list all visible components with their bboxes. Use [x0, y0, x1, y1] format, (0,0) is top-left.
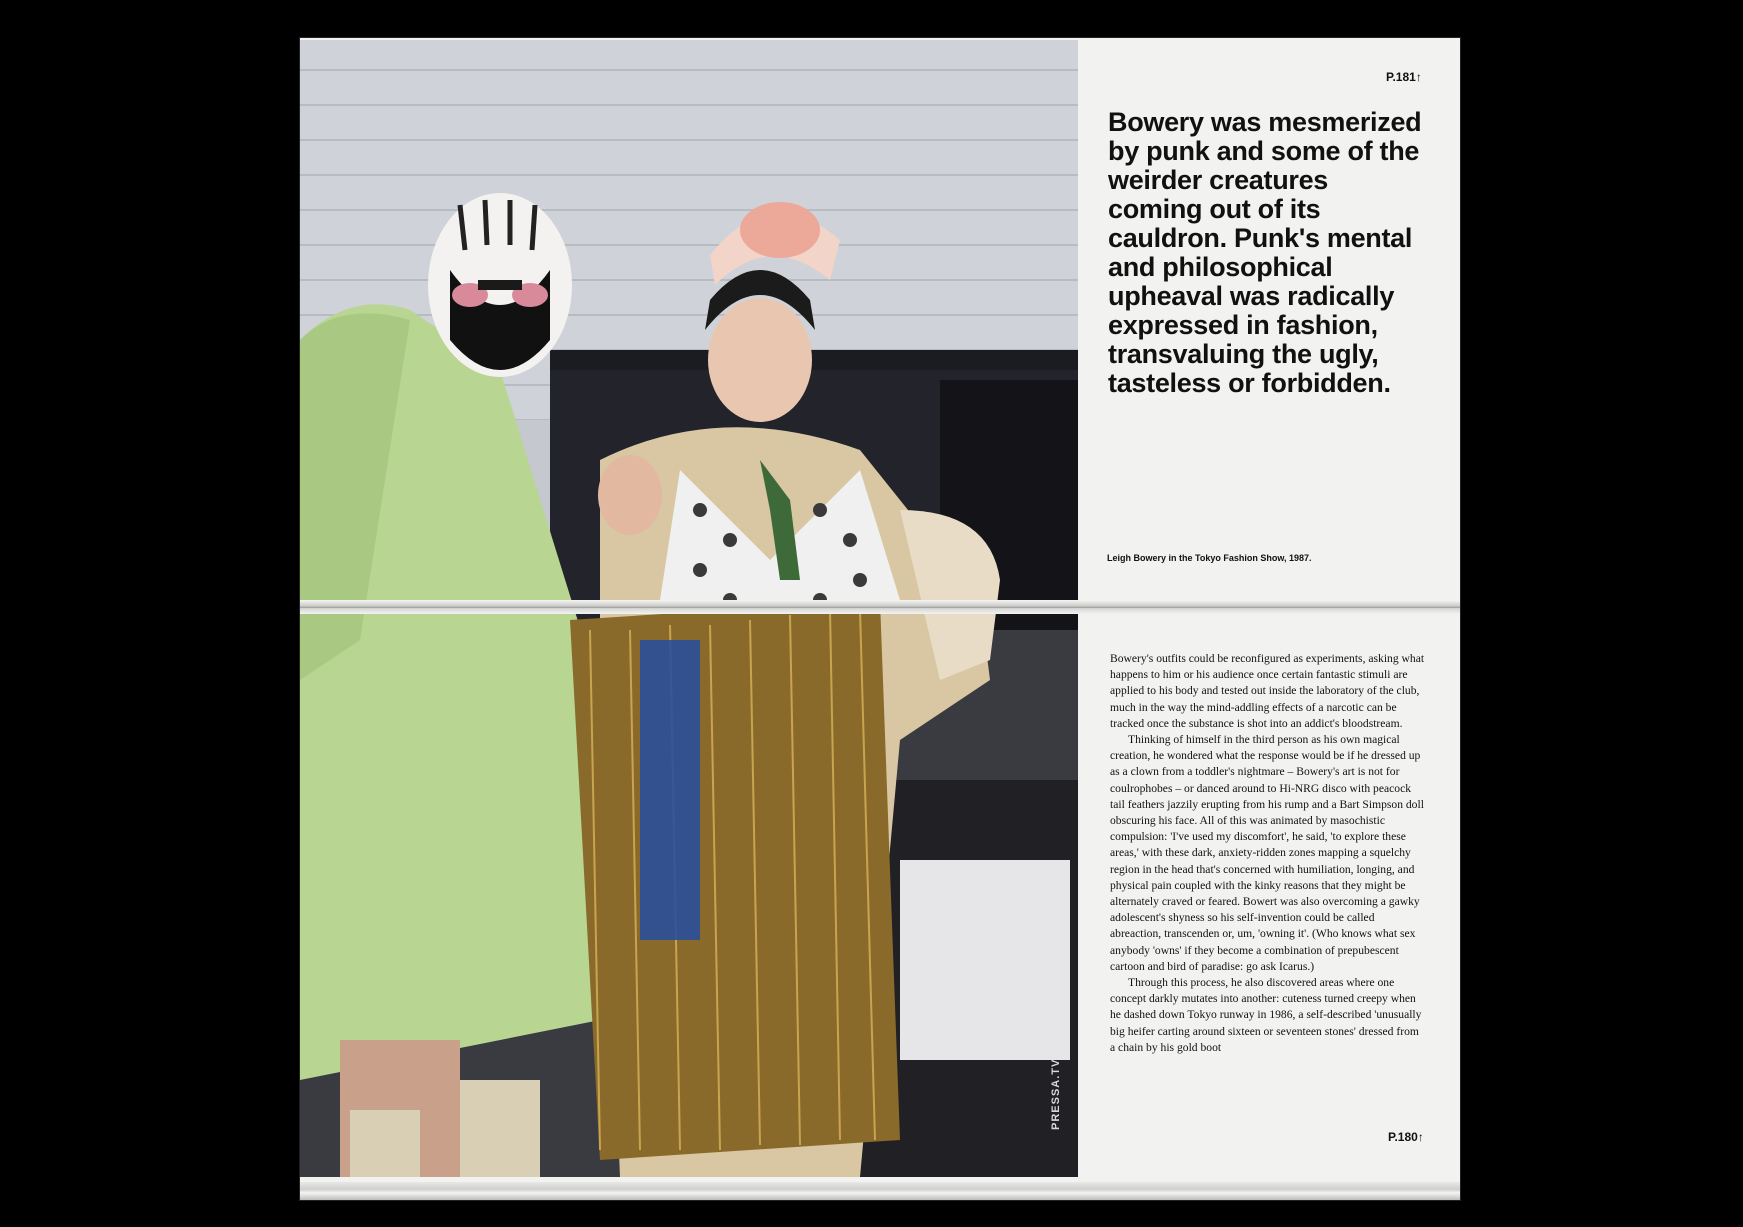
body-paragraph: Through this process, he also discovered areas where one concept darkly mutates into another: cuteness turned creepy when he dashed down Tokyo runway in 1986, a self-described 'unusually big heifer carting around sixteen or seventeen stones' dressed from a chain by his gold boot [1110, 976, 1422, 1054]
pull-quote-headline: Bowery was mesmerized by punk and some of the weirder creatures coming out of its cauldron. Punk's mental and philosophical upheaval was radically expressed in fashion, transvaluing the ugly, tasteless or forbidden. [1108, 107, 1422, 398]
article-body [1110, 651, 1426, 1056]
page-number-top: P.181↑ [1386, 70, 1422, 84]
page-number-bottom: P.180↑ [1388, 1130, 1424, 1144]
body-paragraph: Bowery's outfits could be reconfigured as experiments, asking what happens to him or his audience once certain fantastic stimuli are applied to his body and tested out inside the laboratory of the club, much in the way the mind-addling effects of a narcotic can be tracked once the substance is shot into an addict's bloodstream. [1110, 652, 1425, 730]
center-fold [300, 600, 1460, 614]
photo-credit: PRESSA.TV [1050, 1058, 1062, 1130]
body-paragraph: Thinking of himself in the third person as his own magical creation, he wondered what the response would be if he dressed up as a clown from a toddler's nightmare – Bowery's art is not for coulrophobes – or danced around to Hi-NRG disco with peacock tail feathers jazzily erupting from his rump and a Bart Simpson doll obscuring his face. All of this was animated by masochistic compulsion: 'I've used my discomfort', he said, 'to explore these areas,' with these dark, anxiety-ridden zones mapping a squelchy region in the head that's concerned with humiliation, longing, and physical pain coupled with the kinky reasons that they might be alternately craved or feared. Bowert was also overcoming a gawky adolescent's shyness so his self-invention could be called abreaction, transcenden or, um, 'owning it'. (Who knows what sex anybody 'owns' if they become a combination of prepubescent cartoon and bird of paradise: go ask Icarus.) [1110, 733, 1424, 973]
photo-caption: Leigh Bowery in the Tokyo Fashion Show, 1987. [1107, 553, 1312, 563]
page-edges [300, 1182, 1460, 1200]
